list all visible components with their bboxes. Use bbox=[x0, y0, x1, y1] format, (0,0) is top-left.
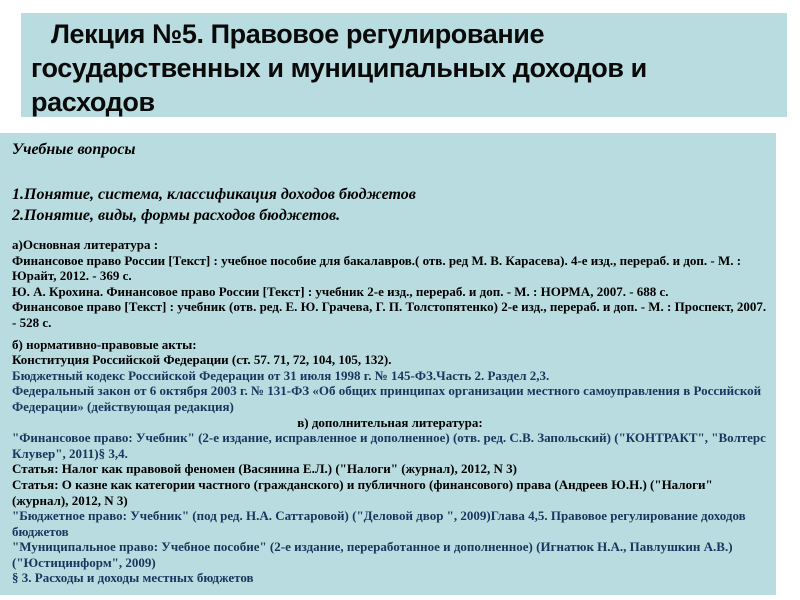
literature-entry: "Финансовое право: Учебник" (2-е издание, исправленное и дополненное) (отв. ред. С.В. Запольский) ("КОНТРАКТ", "Волтерс Клувер", 2011)§ 3,4. bbox=[12, 430, 766, 461]
normative-act-entry: Бюджетный кодекс Российской Федерации от 31 июля 1998 г. № 145-ФЗ.Часть 2. Раздел 2,3. bbox=[12, 367, 550, 383]
slide-title-block bbox=[21, 13, 787, 117]
literature-entry: Ю. А. Крохина. Финансовое право России [Текст] : учебник 2-е изд., перераб. и доп. - М. : НОРМА, 2007. - 688 с. bbox=[12, 283, 669, 299]
literature-entry: Статья: О казне как категории частного (гражданского) и публичного (финансового) права (Андреев Ю.Н.) ("Налоги" (журнал), 2012, N 3) bbox=[12, 476, 713, 508]
normative-acts-section bbox=[12, 337, 770, 415]
normative-act-entry: Конституция Российской Федерации (ст. 57. 71, 72, 104, 105, 132). bbox=[12, 352, 392, 368]
additional-literature-heading: в) дополнительная литература: bbox=[297, 414, 483, 430]
slide-title-line-2: государственных и муниципальных доходов и bbox=[31, 53, 647, 83]
normative-acts-heading: б) нормативно-правовые акты: bbox=[12, 336, 197, 352]
slide-title-line-3: расходов bbox=[31, 87, 155, 117]
literature-entry: Финансовое право [Текст] : учебник (отв. ред. Е. Ю. Грачева, Г. П. Толстопятенко) 2-е изд., перераб. и доп. - М. : Проспект, 2007. - 528 с. bbox=[12, 299, 767, 330]
main-literature-heading: а)Основная литература : bbox=[12, 237, 159, 252]
literature-entry: "Бюджетное право: Учебник" (под ред. Н.А. Саттаровой) ("Деловой двор ", 2009)Глава 4,5. Правовое регулирование доходов бюджетов bbox=[12, 508, 746, 539]
slide-title-line-1: Лекция №5. Правовое регулирование bbox=[51, 19, 545, 49]
slide-body-block bbox=[0, 133, 776, 595]
additional-literature-section bbox=[12, 415, 770, 587]
questions-heading: Учебные вопросы bbox=[12, 141, 136, 158]
normative-act-entry: Федеральный закон от 6 октября 2003 г. № 131-ФЗ «Об общих принципах организации местного самоуправления в Российской Федерации» (действующая редакция) bbox=[12, 383, 762, 414]
literature-entry: § 3. Расходы и доходы местных бюджетов bbox=[12, 570, 254, 586]
main-literature-section bbox=[12, 237, 770, 331]
questions-list bbox=[12, 184, 770, 226]
literature-entry: Финансовое право России [Текст] : учебное пособие для бакалавров.( отв. ред М. В. Карасева). 4-е изд., перераб. и доп. - М. : Юрайт, 2012. - 369 с. bbox=[12, 252, 742, 284]
literature-entry: "Муниципальное право: Учебное пособие" (2-е издание, переработанное и дополненное) (Игнатюк Н.А., Павлушкин А.В.) ("Юстицинформ", 2009) bbox=[12, 539, 733, 570]
literature-entry: Статья: Налог как правовой феномен (Васянина Е.Л.) ("Налоги" (журнал), 2012, N 3) bbox=[12, 461, 517, 477]
question-item: 1.Понятие, система, классификация доходов бюджетов bbox=[12, 186, 416, 203]
question-item: 2.Понятие, виды, формы расходов бюджетов. bbox=[12, 207, 341, 224]
